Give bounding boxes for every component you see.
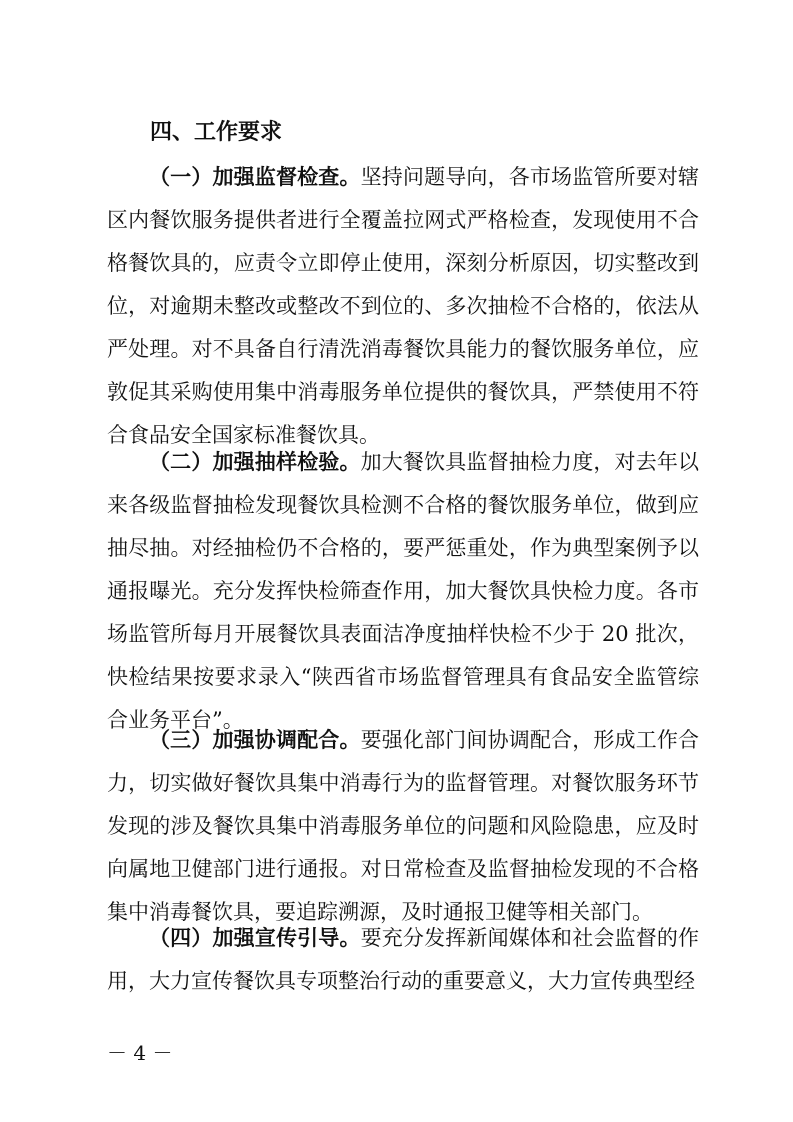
paragraph-body: 加大餐饮具监督抽检力度，对去年以来各级监督抽检发现餐饮具检测不合格的餐饮服务单位，做到应抽尽抽。对经抽检仍不合格的，要严惩重处，作为典型案例予以通报曝光。充分发挥快检筛查作用，加大餐饮具快检力度。各市场监管所每月开展餐饮具表面洁净度抽样快检不少于 20 批次，快检结果按要求录入“陕西省市场监督管理具有食品安全监管综合业务平台”。 xyxy=(107,450,700,732)
paragraph-coordination xyxy=(107,719,699,934)
paragraph-lead: （三）加强协调配合。 xyxy=(149,728,361,752)
page-number: － 4 － xyxy=(107,1041,173,1065)
paragraph-publicity xyxy=(107,917,699,1003)
paragraph-lead: （二）加强抽样检验。 xyxy=(149,450,361,474)
paragraph-sampling-inspection xyxy=(107,441,699,742)
paragraph-body: 要强化部门间协调配合，形成工作合力，切实做好餐饮具集中消毒行为的监督管理。对餐饮服务环节发现的涉及餐饮具集中消毒服务单位的问题和风险隐患，应及时向属地卫健部门进行通报。对日常检查及监督抽检发现的不合格集中消毒餐饮具，要追踪溯源，及时通报卫健等相关部门。 xyxy=(107,728,700,924)
paragraph-lead: （一）加强监督检查。 xyxy=(149,165,361,189)
paragraph-body: 坚持问题导向，各市场监管所要对辖区内餐饮服务提供者进行全覆盖拉网式严格检查，发现使用不合格餐饮具的，应责令立即停止使用，深刻分析原因，切实整改到位，对逾期未整改或整改不到位的、多次抽检不合格的，依法从严处理。对不具备自行清洗消毒餐饮具能力的餐饮服务单位，应敦促其采购使用集中消毒服务单位提供的餐饮具，严禁使用不符合食品安全国家标准餐饮具。 xyxy=(107,165,700,447)
paragraph-lead: （四）加强宣传引导。 xyxy=(149,926,361,950)
paragraph-supervision-inspection xyxy=(107,156,699,457)
section-heading: 四、工作要求 xyxy=(150,120,283,145)
paragraph-body: 要充分发挥新闻媒体和社会监督的作用，大力宣传餐饮具专项整治行动的重要意义，大力宣传典型经 xyxy=(107,926,700,993)
